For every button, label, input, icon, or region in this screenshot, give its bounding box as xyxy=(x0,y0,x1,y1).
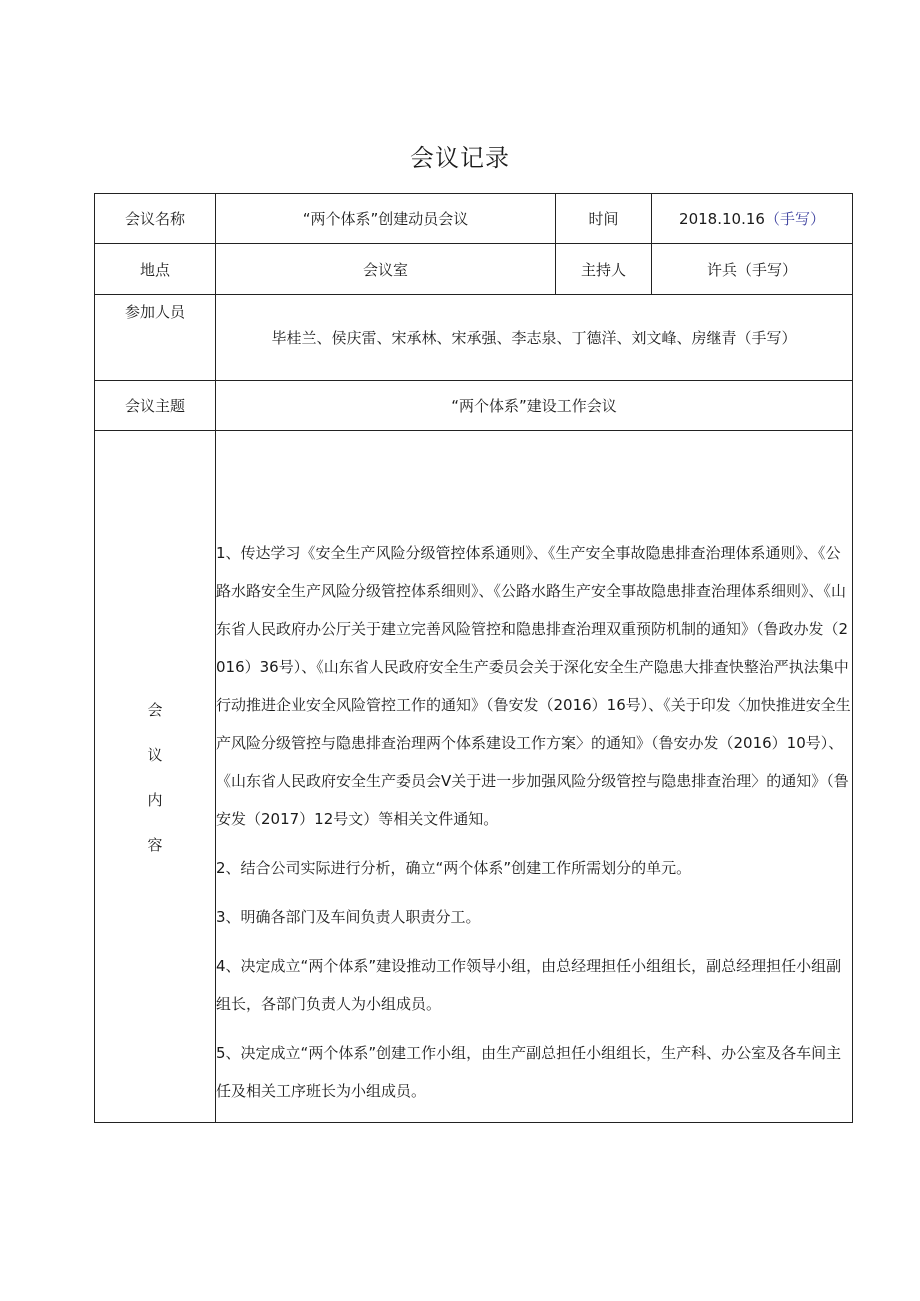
content-label-cell xyxy=(95,431,216,1123)
content-item-4: 4、决定成立“两个体系”建设推动工作领导小组，由总经理担任小组组长，副总经理担任小组副组长，各部门负责人为小组成员。 xyxy=(216,957,842,1013)
content-label xyxy=(95,699,215,855)
row-content xyxy=(95,431,853,1123)
host-label: 主持人 xyxy=(556,244,652,295)
place-label: 地点 xyxy=(95,244,216,295)
topic-label: 会议主题 xyxy=(95,381,216,431)
document-title: 会议记录 xyxy=(410,144,510,172)
row-attendees xyxy=(95,295,853,381)
time-label: 时间 xyxy=(556,194,652,244)
row-place xyxy=(95,244,853,295)
content-item-2: 2、结合公司实际进行分析，确立“两个体系”创建工作所需划分的单元。 xyxy=(216,859,692,877)
time-value: 2018.10.16 xyxy=(679,210,765,228)
topic-value: “两个体系”建设工作会议 xyxy=(216,381,853,431)
row-topic xyxy=(95,381,853,431)
meeting-record-table xyxy=(94,193,853,1123)
place-value: 会议室 xyxy=(216,244,556,295)
meeting-name-value: “两个体系”创建动员会议 xyxy=(216,194,556,244)
content-item-5: 5、决定成立“两个体系”创建工作小组，由生产副总担任小组组长，生产科、办公室及各车间主任及相关工序班长为小组成员。 xyxy=(216,1044,842,1100)
attendees-label: 参加人员 xyxy=(95,295,216,381)
content-item-3: 3、明确各部门及车间负责人职责分工。 xyxy=(216,908,481,926)
content-item-1: 1、传达学习《安全生产风险分级管控体系通则》、《生产安全事故隐患排查治理体系通则》、《公路水路安全生产风险分级管控体系细则》、《公路水路生产安全事故隐患排查治理体系细则》、《山东省人民政府办公厅关于建立完善风险管控和隐患排查治理双重预防机制的通知》（鲁政办发（2016）36号）、《山东省人民政府安全生产委员会关于深化安全生产隐患大排查快整治严执法集中行动推进企业安全风险管控工作的通知》（鲁安发（2016）16号）、《关于印发〈加快推进安全生产风险分级管控与隐患排查治理两个体系建设工作方案〉的通知》（鲁安办发（2016）10号）、《山东省人民政府安全生产委员会V关于进一步加强风险分级管控与隐患排查治理〉的通知》（鲁安发（2017）12号文）等相关文件通知。 xyxy=(216,544,851,828)
host-value: 许兵（手写） xyxy=(652,244,853,295)
attendees-value: 毕桂兰、侯庆雷、宋承林、宋承强、李志泉、丁德洋、刘文峰、房继青（手写） xyxy=(216,295,853,381)
content-label-char: 容 xyxy=(147,835,163,854)
content-label-char: 内 xyxy=(147,790,163,809)
time-handwritten-note: （手写） xyxy=(764,210,825,228)
meeting-name-label: 会议名称 xyxy=(95,194,216,244)
content-body xyxy=(216,431,853,1123)
time-cell xyxy=(652,194,853,244)
row-meeting-name xyxy=(95,194,853,244)
content-label-char: 会 xyxy=(147,700,163,719)
content-label-char: 议 xyxy=(147,745,163,764)
